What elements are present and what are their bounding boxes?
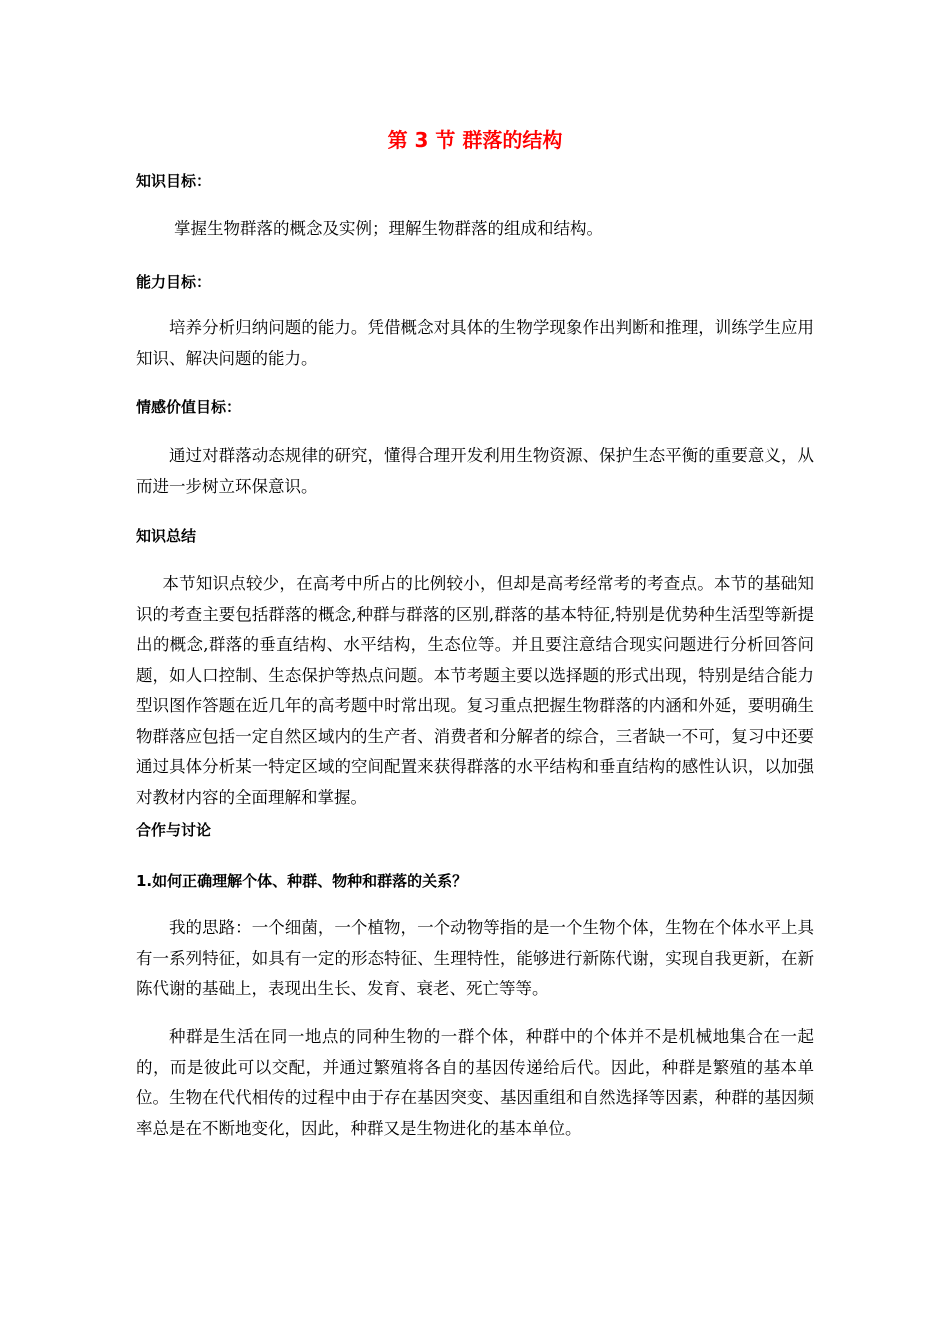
- discussion-heading: 合作与讨论: [136, 821, 212, 839]
- summary-text: 本节知识点较少，在高考中所占的比例较小，但却是高考经常考的考查点。本节的基础知识的考查主要包括群落的概念,种群与群落的区别,群落的基本特征,特别是优势种生活型等新提出的概念,群落的垂直结构、水平结构，生态位等。并且要注意结合现实问题进行分析回答问题，如人口控制、生态保护等热点问题。本节考题主要以选择题的形式出现，特别是结合能力型识图作答题在近几年的高考题中时常出现。复习重点把握生物群落的内涵和外延，要明确生物群落应包括一定自然区域内的生产者、消费者和分解者的综合，三者缺一不可，复习中还要通过具体分析某一特定区域的空间配置来获得群落的水平结构和垂直结构的感性认识，以加强对教材内容的全面理解和掌握。: [136, 574, 814, 807]
- question-1: 1.如何正确理解个体、种群、物种和群落的关系？: [136, 872, 468, 890]
- knowledge-goal-text: 掌握生物群落的概念及实例；理解生物群落的组成和结构。: [174, 219, 603, 238]
- page-title: 第 3 节 群落的结构: [387, 128, 563, 152]
- emotion-goal-heading: 情感价值目标：: [136, 398, 242, 416]
- ability-goal-text: 培养分析归纳问题的能力。凭借概念对具体的生物学现象作出判断和推理，训练学生应用知识、解决问题的能力。: [136, 318, 814, 368]
- summary-heading: 知识总结: [136, 527, 197, 545]
- knowledge-goal-heading: 知识目标：: [136, 172, 212, 190]
- answer-1-paragraph-2: 种群是生活在同一地点的同种生物的一群个体，种群中的个体并不是机械地集合在一起的，而是彼此可以交配，并通过繁殖将各自的基因传递给后代。因此，种群是繁殖的基本单位。生物在代代相传的过程中由于存在基因突变、基因重组和自然选择等因素，种群的基因频率总是在不断地变化，因此，种群又是生物进化的基本单位。: [136, 1027, 814, 1138]
- answer-1-paragraph-1: 我的思路：一个细菌，一个植物，一个动物等指的是一个生物个体，生物在个体水平上具有一系列特征，如具有一定的形态特征、生理特性，能够进行新陈代谢，实现自我更新，在新陈代谢的基础上，表现出生长、发育、衰老、死亡等等。: [136, 918, 814, 998]
- ability-goal-heading: 能力目标：: [136, 273, 212, 291]
- emotion-goal-text: 通过对群落动态规律的研究，懂得合理开发利用生物资源、保护生态平衡的重要意义，从而进一步树立环保意识。: [136, 446, 814, 496]
